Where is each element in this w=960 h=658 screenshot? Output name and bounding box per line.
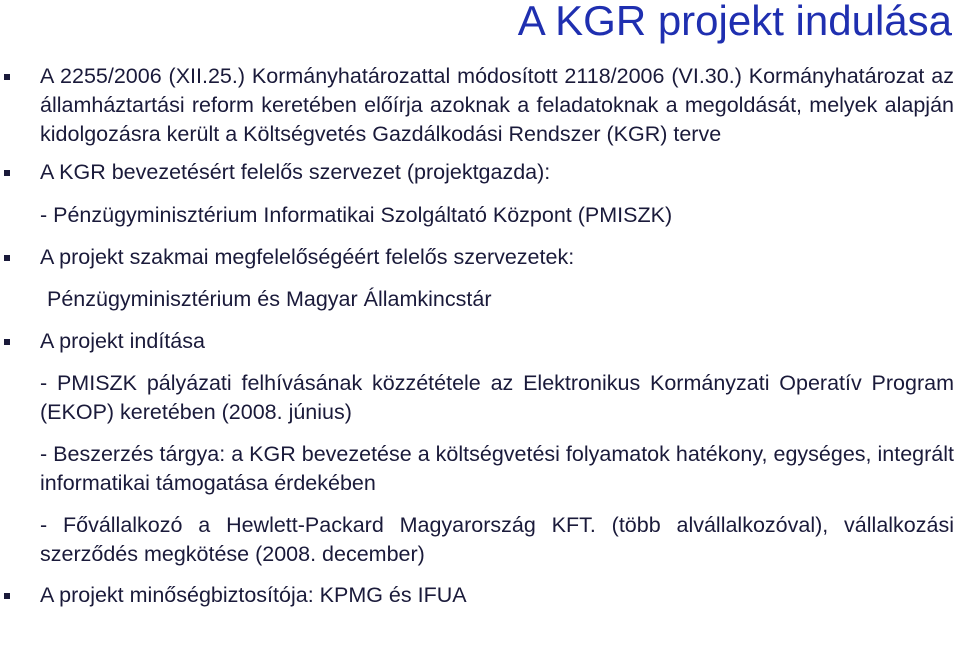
sub-item — [0, 369, 960, 427]
bullet-text: A projekt indítása — [40, 329, 205, 353]
slide-title: A KGR projekt indulása — [517, 0, 952, 44]
sub-item — [0, 285, 960, 314]
sub-item-text: - Pénzügyminisztérium Informatikai Szolgáltató Központ (PMISZK) — [40, 203, 673, 227]
square-bullet-icon — [4, 255, 10, 261]
bullet-item — [0, 327, 960, 356]
sub-item — [0, 201, 960, 230]
sub-item — [0, 511, 960, 569]
bullet-item — [0, 158, 960, 187]
square-bullet-icon — [4, 74, 10, 80]
bullet-text: A 2255/2006 (XII.25.) Kormányhatározattal módosított 2118/2006 (VI.30.) Kormányhatározat az államháztartási reform keretében előírja azoknak a feladatoknak a megoldását, melyek alapján kidolgozásra került a Költségvetés Gazdálkodási Rendszer (KGR) terve — [40, 64, 954, 146]
sub-item-text: Pénzügyminisztérium és Magyar Államkincstár — [47, 287, 492, 311]
square-bullet-icon — [4, 170, 10, 176]
bullet-item — [0, 243, 960, 272]
slide-content — [0, 62, 960, 610]
bullet-text: A projekt minőségbiztosítója: KPMG és IFUA — [40, 583, 467, 607]
bullet-text: A KGR bevezetésért felelős szervezet (projektgazda): — [40, 160, 551, 184]
bullet-item — [0, 581, 960, 610]
sub-item-text: - Fővállalkozó a Hewlett-Packard Magyarország KFT. (több alvállalkozóval), vállalkozási szerződés megkötése (2008. december) — [40, 513, 954, 566]
sub-item-text: - PMISZK pályázati felhívásának közzététele az Elektronikus Kormányzati Operatív Program (EKOP) keretében (2008. június) — [40, 371, 954, 424]
bullet-text: A projekt szakmai megfelelőségéért felelős szervezetek: — [40, 245, 575, 269]
sub-item-text: - Beszerzés tárgya: a KGR bevezetése a költségvetési folyamatok hatékony, egységes, integrált informatikai támogatása érdekében — [40, 442, 954, 495]
bullet-item — [0, 62, 960, 149]
square-bullet-icon — [4, 593, 10, 599]
square-bullet-icon — [4, 339, 10, 345]
sub-item — [0, 440, 960, 498]
